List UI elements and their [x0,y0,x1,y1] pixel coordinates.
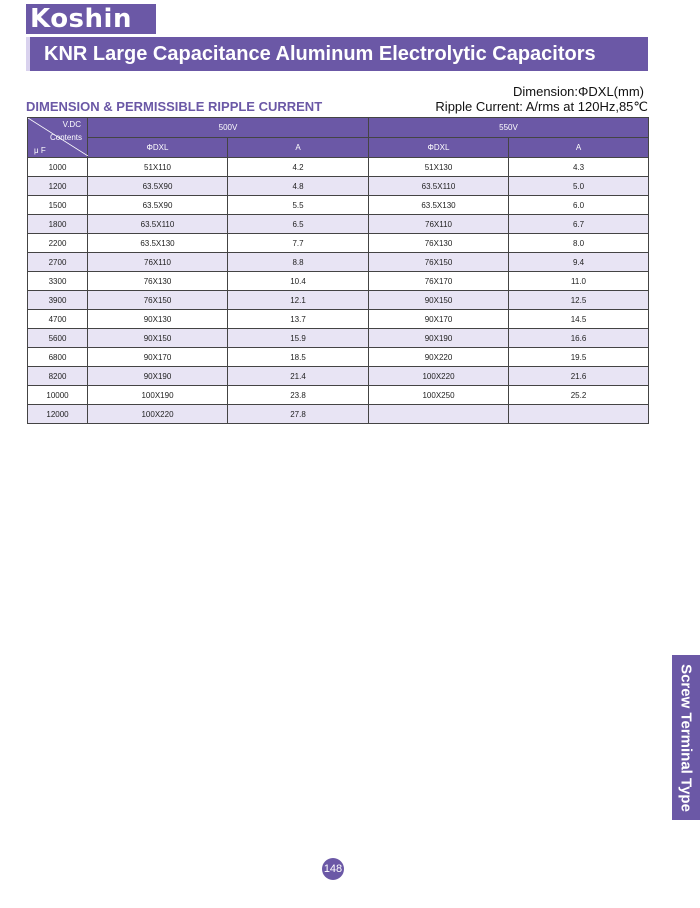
dimension-500v-cell: 63.5X110 [88,215,228,234]
current-500v-cell: 13.7 [228,310,369,329]
current-500v-cell: 6.5 [228,215,369,234]
current-550v-cell: 19.5 [509,348,649,367]
current-500v-cell: 10.4 [228,272,369,291]
current-500v-cell: 8.8 [228,253,369,272]
table-row [28,196,649,215]
page-number: 148 [322,858,344,880]
dimension-550v-cell: 76X150 [369,253,509,272]
current-550v-cell: 11.0 [509,272,649,291]
current-500v-cell: 12.1 [228,291,369,310]
dimension-550v-cell: 76X170 [369,272,509,291]
capacitance-cell: 1000 [28,158,88,177]
side-tab-label: Screw Terminal Type [677,663,695,812]
capacitance-cell: 2200 [28,234,88,253]
capacitance-cell: 1800 [28,215,88,234]
subheader-dimension: ΦDXL [369,138,509,158]
table-row [28,272,649,291]
side-tab [672,655,700,820]
dimension-500v-cell: 63.5X90 [88,196,228,215]
current-550v-cell [509,405,649,424]
ripple-current-table [27,117,649,424]
current-500v-cell: 7.7 [228,234,369,253]
voltage-header-500v: 500V [88,118,369,138]
dimension-500v-cell: 76X110 [88,253,228,272]
table-row [28,215,649,234]
capacitance-cell: 6800 [28,348,88,367]
subheader-dimension: ΦDXL [88,138,228,158]
dimension-note: Dimension:ΦDXL(mm) [512,84,644,99]
dimension-500v-cell: 100X220 [88,405,228,424]
current-500v-cell: 23.8 [228,386,369,405]
corner-vdc-label: V.DC [62,120,81,129]
table-row [28,348,649,367]
dimension-550v-cell [369,405,509,424]
current-500v-cell: 21.4 [228,367,369,386]
title-banner [26,37,648,71]
dimension-500v-cell: 76X150 [88,291,228,310]
dimension-550v-cell: 90X150 [369,291,509,310]
table-row [28,310,649,329]
table-subheader-row [28,138,649,158]
current-550v-cell: 5.0 [509,177,649,196]
dimension-500v-cell: 90X150 [88,329,228,348]
voltage-header-550v: 550V [369,118,649,138]
ripple-current-note: Ripple Current: A/rms at 120Hz,85℃ [435,99,648,114]
table-corner-cell [28,118,88,158]
current-550v-cell: 14.5 [509,310,649,329]
table-row [28,386,649,405]
dimension-500v-cell: 63.5X90 [88,177,228,196]
current-550v-cell: 8.0 [509,234,649,253]
current-550v-cell: 9.4 [509,253,649,272]
current-500v-cell: 18.5 [228,348,369,367]
capacitance-cell: 1200 [28,177,88,196]
page-title: KNR Large Capacitance Aluminum Electrolytic Capacitors [44,43,596,65]
corner-contents-label: Contents [50,133,83,142]
current-500v-cell: 5.5 [228,196,369,215]
table-row [28,253,649,272]
capacitance-cell: 5600 [28,329,88,348]
dimension-550v-cell: 51X130 [369,158,509,177]
section-title: DIMENSION & PERMISSIBLE RIPPLE CURRENT [26,99,323,114]
current-500v-cell: 4.2 [228,158,369,177]
brand-logo: Koshin [26,4,156,34]
table-row [28,291,649,310]
subheader-current: A [509,138,649,158]
table-row [28,158,649,177]
current-550v-cell: 4.3 [509,158,649,177]
current-500v-cell: 15.9 [228,329,369,348]
dimension-550v-cell: 63.5X110 [369,177,509,196]
current-550v-cell: 6.7 [509,215,649,234]
capacitance-cell: 4700 [28,310,88,329]
table-row [28,367,649,386]
table-row [28,405,649,424]
dimension-550v-cell: 90X170 [369,310,509,329]
capacitance-cell: 8200 [28,367,88,386]
dimension-500v-cell: 100X190 [88,386,228,405]
dimension-500v-cell: 76X130 [88,272,228,291]
current-500v-cell: 4.8 [228,177,369,196]
table-body [28,158,649,424]
dimension-550v-cell: 100X220 [369,367,509,386]
dimension-500v-cell: 63.5X130 [88,234,228,253]
current-550v-cell: 21.6 [509,367,649,386]
capacitance-cell: 2700 [28,253,88,272]
current-550v-cell: 6.0 [509,196,649,215]
table-row [28,329,649,348]
current-550v-cell: 16.6 [509,329,649,348]
dimension-550v-cell: 63.5X130 [369,196,509,215]
capacitance-cell: 10000 [28,386,88,405]
dimension-550v-cell: 76X110 [369,215,509,234]
dimension-500v-cell: 90X190 [88,367,228,386]
capacitance-cell: 12000 [28,405,88,424]
subheader-current: A [228,138,369,158]
dimension-500v-cell: 51X110 [88,158,228,177]
current-550v-cell: 25.2 [509,386,649,405]
table-header-row [28,118,649,138]
current-550v-cell: 12.5 [509,291,649,310]
dimension-550v-cell: 76X130 [369,234,509,253]
dimension-550v-cell: 90X190 [369,329,509,348]
dimension-550v-cell: 90X220 [369,348,509,367]
capacitance-cell: 3300 [28,272,88,291]
dimension-550v-cell: 100X250 [369,386,509,405]
table-row [28,177,649,196]
table-row [28,234,649,253]
corner-uf-label: μ F [34,146,46,155]
current-500v-cell: 27.8 [228,405,369,424]
capacitance-cell: 3900 [28,291,88,310]
dimension-500v-cell: 90X170 [88,348,228,367]
dimension-500v-cell: 90X130 [88,310,228,329]
capacitance-cell: 1500 [28,196,88,215]
